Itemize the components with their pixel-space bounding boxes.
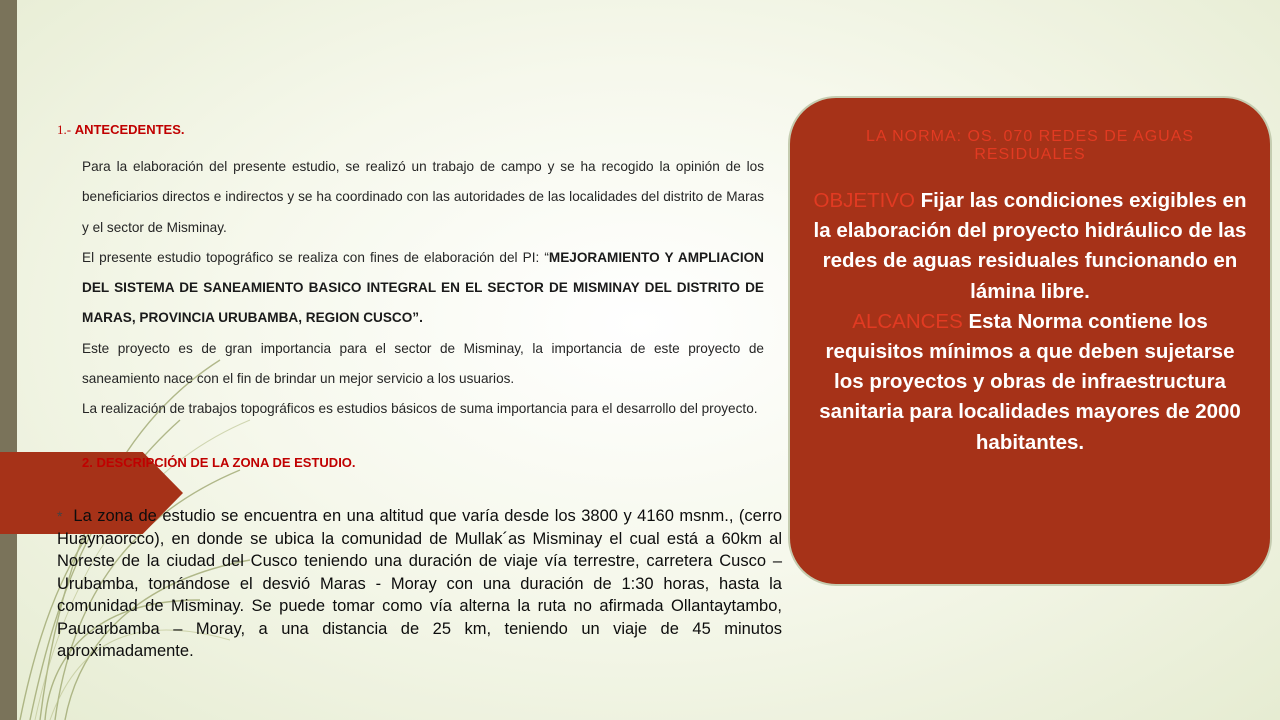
panel-body — [810, 186, 1250, 458]
section2-number: 2. — [82, 455, 93, 470]
paragraph-1: Para la elaboración del presente estudio, se realizó un trabajo de campo y se ha recogido la opinión de los beneficiarios directos e indirectos y se ha coordinado con las autoridades de las localidades del distrito de Maras y el sector de Misminay. — [82, 159, 764, 235]
section1-heading — [57, 122, 185, 138]
paragraph-2 — [82, 243, 764, 334]
section2-title: DESCRIPCIÓN DE LA ZONA DE ESTUDIO. — [96, 455, 356, 470]
alcances-text: Esta Norma contiene los requisitos mínimos a que deben sujetarse los proyectos y obras de infraestructura sanitaria para localidades mayores de 2000 habitantes. — [819, 309, 1241, 454]
project-name: MEJORAMIENTO Y AMPLIACION DEL SISTEMA DE SANEAMIENTO BASICO INTEGRAL EN EL SECTOR DE MISMINAY DEL DISTRITO DE MARAS, PROVINCIA URUBAMBA, REGION CUSCO”. — [82, 249, 764, 326]
alcances-label: ALCANCES — [852, 309, 963, 333]
section1-title: ANTECEDENTES. — [74, 122, 185, 137]
objetivo-label: OBJETIVO — [813, 189, 915, 212]
paragraph-3: Este proyecto es de gran importancia para el sector de Misminay, la importancia de este proyecto de saneamiento nace con el fin de brindar un mejor servicio a los usuarios. — [82, 340, 764, 387]
panel-title: LA NORMA: OS. 070 REDES DE AGUAS RESIDUALES — [865, 128, 1195, 163]
norma-panel — [788, 96, 1272, 586]
zona-estudio-text: La zona de estudio se encuentra en una altitud que varía desde los 3800 y 4160 msnm., (cerro Huaynaorcco), en donde se ubica la comunidad de Mullak´as Misminay el cual está a 60km al Noreste de la ciudad del Cusco teniendo una duración de viaje vía terrestre, carretera Cusco – Urubamba, tomándose el desvió Maras - Moray con una duración de 1:30 horas, hasta la comunidad de Misminay. Se puede tomar como vía alterna la ruta no afirmada Ollantaytambo, Paucarbamba – Moray, a una distancia de 25 km, teniendo un viaje de 45 minutos aproximadamente. — [57, 507, 782, 660]
left-decorative-bar — [0, 0, 17, 720]
paragraph-2-lead: El presente estudio topográfico se realiza con fines de elaboración del PI: “ — [82, 249, 549, 265]
zona-estudio-paragraph — [57, 505, 782, 663]
antecedentes-body — [82, 152, 764, 425]
bullet-star: * — [57, 508, 63, 524]
paragraph-4: La realización de trabajos topográficos es estudios básicos de suma importancia para el desarrollo del proyecto. — [82, 401, 758, 417]
section2-heading — [82, 455, 356, 470]
section1-number: 1.- — [57, 122, 72, 137]
objetivo-text: Fijar las condiciones exigibles en la elaboración del proyecto hidráulico de las redes de aguas residuales funcionando en lámina libre. — [813, 189, 1247, 303]
